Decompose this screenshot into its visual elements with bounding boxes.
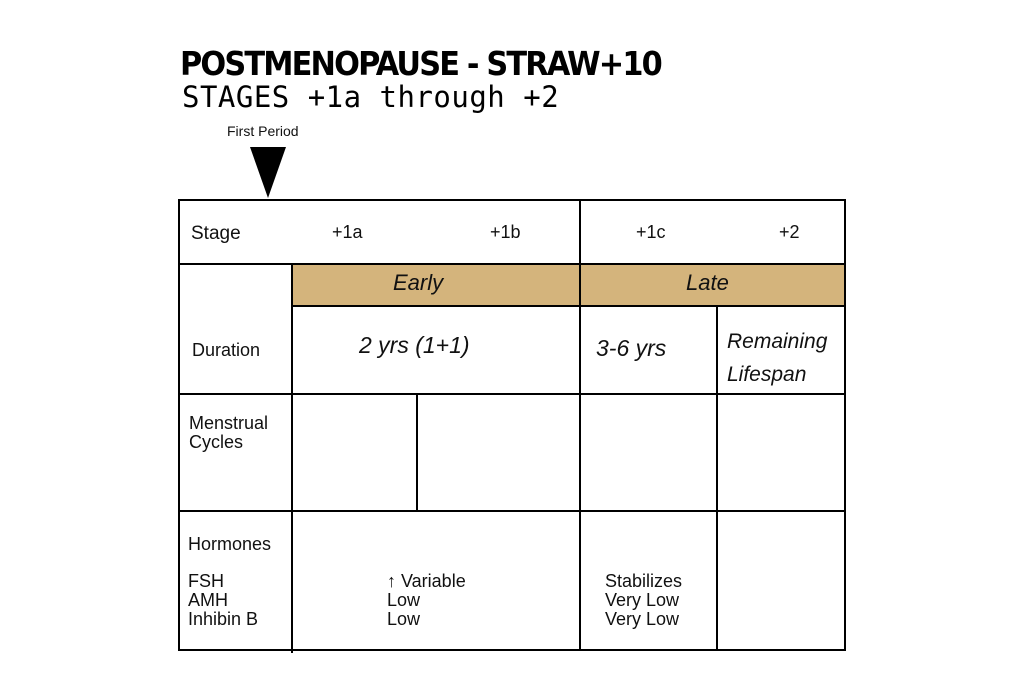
hormone-inhibin-b: Inhibin B	[188, 609, 259, 629]
late-hormone-values	[605, 572, 682, 629]
menstrual-row-label	[189, 414, 268, 452]
menstrual-label-line1: Menstrual	[189, 413, 269, 433]
table-line-late-split	[716, 305, 718, 651]
duration-late-2-line2: Lifespan	[727, 363, 807, 386]
late-inhibin-b-value: Very Low	[605, 609, 680, 629]
table-line-early-split	[416, 393, 418, 512]
table-line-stage-bottom	[178, 263, 846, 265]
page-title: POSTMENOPAUSE - STRAW+10	[180, 44, 661, 83]
duration-late-2-line1: Remaining	[727, 330, 828, 353]
table-border-right	[844, 199, 846, 651]
stage-row-label: Stage	[191, 223, 241, 244]
phase-early: Early	[393, 270, 444, 295]
down-triangle-icon	[250, 147, 286, 198]
early-inhibin-b-value: Low	[387, 609, 421, 629]
late-amh-value: Very Low	[605, 590, 680, 610]
table-border-left	[178, 199, 180, 651]
stage-1c: +1c	[636, 222, 666, 242]
late-fsh-value: Stabilizes	[605, 571, 683, 591]
hormone-fsh: FSH	[188, 571, 224, 591]
early-amh-value: Low	[387, 590, 421, 610]
table-border-bottom	[178, 649, 846, 651]
table-line-label-column	[291, 263, 293, 653]
table-line-duration-bottom	[178, 393, 846, 395]
table-line-early-late	[579, 199, 581, 651]
duration-late-1c: 3-6 yrs	[596, 335, 667, 361]
hormone-names	[188, 572, 258, 629]
table-line-phase-bottom	[292, 305, 846, 307]
stage-1b: +1b	[490, 222, 521, 242]
early-hormone-values	[387, 572, 466, 629]
duration-early: 2 yrs (1+1)	[359, 332, 470, 358]
hormones-row-label: Hormones	[188, 534, 272, 554]
stage-2: +2	[779, 222, 800, 242]
first-period-label: First Period	[227, 123, 299, 139]
hormone-amh: AMH	[188, 590, 228, 610]
page-subtitle: STAGES +1a through +2	[182, 80, 560, 114]
stage-1a: +1a	[332, 222, 363, 242]
duration-row-label: Duration	[192, 340, 261, 360]
table-line-menstrual-bottom	[178, 510, 846, 512]
table-border-top	[178, 199, 846, 201]
phase-late: Late	[686, 270, 729, 295]
menstrual-label-line2: Cycles	[189, 432, 244, 452]
early-fsh-value: ↑ Variable	[387, 571, 466, 591]
